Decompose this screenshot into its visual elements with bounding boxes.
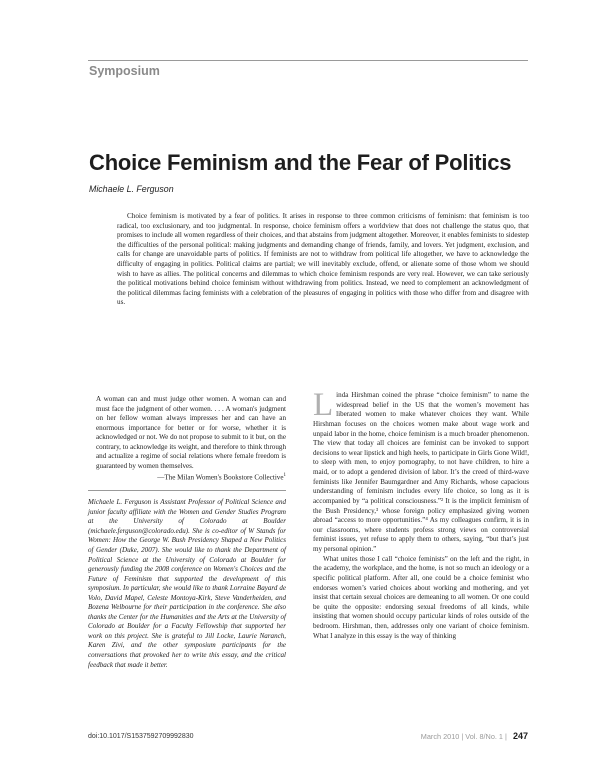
epigraph-attribution-text: —The Milan Women's Bookstore Collective bbox=[157, 473, 284, 482]
epigraph-attribution bbox=[88, 471, 286, 483]
footer-doi: doi:10.1017/S1537592709992830 bbox=[88, 733, 194, 740]
left-column bbox=[88, 395, 286, 670]
epigraph bbox=[88, 395, 286, 471]
dropcap: L bbox=[313, 387, 334, 423]
author-note: Michaele L. Ferguson is Assistant Professor of Political Science and junior faculty affiliate with the Women and Gender Studies Program at the University of Colorado at Boulder (michaele.ferguson@colorado.edu). She is co-editor of W Stands for Women: How the George W. Bush Presidency Shaped a New Politics of Gender (Duke, 2007). She would like to thank the Department of Political Science at the University of Colorado at Boulder for generously funding the 2008 conference on Women's Choices and the Future of Feminism that supported the development of this symposium. In particular, she would like to thank Lorraine Bayard de Volo, David Mapel, Celeste Montoya-Kirk, Steve Vanderheiden, and Bozena Welbourne for their participation in the conference. She also thanks the Center for the Humanities and the Arts at the University of Colorado at Boulder for a Faculty Fellowship that supported her work on this project. She is grateful to Jill Locke, Laurie Naranch, Karen Zivi, and the other symposium participants for the conversations that provoked her to write this essay, and the critical feedback that made it better. bbox=[88, 498, 286, 669]
author-note-rule bbox=[88, 490, 286, 491]
footer-issue-info bbox=[421, 731, 528, 741]
section-label: Symposium bbox=[89, 64, 160, 78]
page-number: 247 bbox=[512, 731, 528, 741]
body-paragraph-2: What unites those I call “choice feminists” on the left and the right, in the academy, the workplace, and the home, is not so much an ideology or a specific political platform. After all, one could be a choice feminist who endorses women’s varied choices about working and mothering, and yet insist that certain sexual choices are demeaning to all women. Or one could be quite the opposite: endorsing sexual freedoms of all kinds, while insisting that women should occupy particular kinds of roles outside of the bedroom. Hirshman, then, addresses only one variant of choice feminism. What I analyze in this essay is the way of thinking bbox=[313, 554, 529, 640]
article-title: Choice Feminism and the Fear of Politics bbox=[89, 150, 512, 175]
abstract: Choice feminism is motivated by a fear of politics. It arises in response to three common criticisms of feminism: that feminism is too radical, too exclusionary, and too judgmental. In response, choice feminism offers a worldview that does not challenge the status quo, that promises to include all women regardless of their choices, and that abstains from judgment altogether. Moreover, it enables feminists to sidestep the difficulties of the personal political: making judgments and demanding change of friends, family, and lovers. Yet judgment, exclusion, and calls for change are unavoidable parts of politics. If feminists are not to withdraw from political life altogether, we have to acknowledge the difficulty of engaging in politics. Political claims are partial; we will inevitably exclude, offend, or alienate some of those whom we should wish to have as allies. The political concerns and dilemmas to which choice feminism responds are very real. However, we can take seriously the political motivations behind choice feminism without withdrawing from politics. Instead, we need to complement an acknowledgment of the political dilemmas facing feminists with a celebration of the pleasures of engaging in politics with those who differ from and disagree with us. bbox=[117, 212, 529, 307]
right-column bbox=[313, 387, 529, 641]
footer-separator: | bbox=[505, 732, 507, 741]
epigraph-note-ref: 1 bbox=[283, 473, 286, 479]
header-rule bbox=[88, 60, 528, 61]
article-author: Michaele L. Ferguson bbox=[89, 184, 174, 194]
footer-issue: March 2010 | Vol. 8/No. 1 bbox=[420, 732, 503, 741]
body-paragraph-1 bbox=[313, 387, 529, 555]
body-paragraph-1-text: inda Hirshman coined the phrase “choice feminism” to name the widespread belief in the US that the women’s movement has liberated women to make whatever choices they want. While Hirshman focuses on the choices women make about wage work and unpaid labor in the home, choice feminism is a much broader phenomenon. The view that today all choices are feminist can be invoked to support decisions to wear lipstick and high heels, to participate in Girls Gone Wild!, to sleep with men, to enjoy pornography, to not have children, to hire a maid, or to adopt a gendered division of labor. It’s the creed of third-wave feminists like Jennifer Baumgardner and Amy Richards, whose capacious understanding of feminism includes every life choice, so long as it is accompanied by “a political consciousness.”² It is the implicit feminism of the Bush Presidency,³ whose foreign policy emphasized giving women abroad “access to more opportunities.”⁴ As my colleagues confirm, it is in our classrooms, where students profess strong views on controversial feminist issues, yet refuse to apply them to others, saying, “but that’s just my personal opinion.” bbox=[313, 391, 529, 553]
epigraph-text: A woman can and must judge other women. A woman can and must face the judgment of other women. . . . A woman's judgment on her fellow woman always impresses her and can have an enormous importance for better or for worse, whether it is acknowledged or not. We do not propose to submit to it but, on the contrary, to acknowledge its weight, and therefore to think through and actualize a regime of social relations where female freedom is guaranteed by women themselves. bbox=[96, 395, 286, 470]
